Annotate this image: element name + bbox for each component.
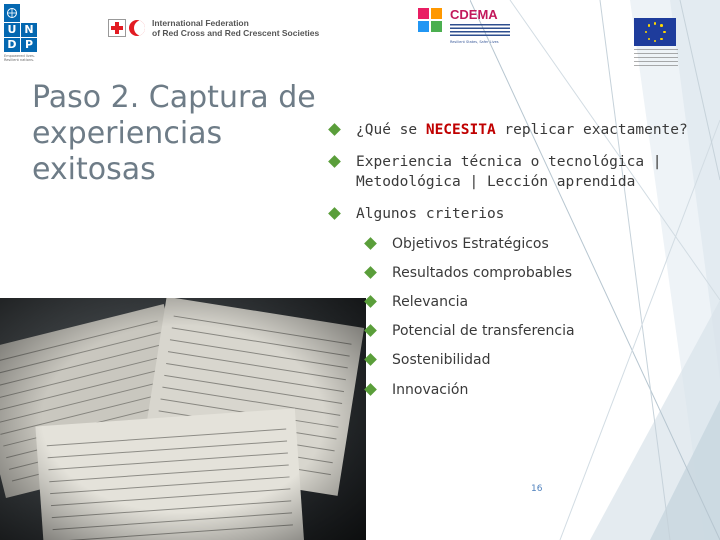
diamond-bullet-icon — [364, 237, 377, 250]
documents-photo — [0, 298, 366, 540]
undp-emblem-icon — [4, 4, 20, 22]
bullet-text-emphasis: NECESITA — [425, 122, 496, 138]
bullet-text-prefix: ¿Qué se — [356, 122, 426, 138]
diamond-bullet-icon — [328, 155, 341, 168]
ifrc-name-line1: International Federation — [152, 18, 249, 28]
diamond-bullet-icon — [364, 266, 377, 279]
bullet-text-suffix: replicar exactamente? — [495, 122, 688, 138]
cdema-tagline: Resilient States, Safer Lives — [450, 40, 499, 44]
undp-letter: N — [21, 23, 37, 37]
criteria-text: Relevancia — [392, 294, 469, 310]
diamond-bullet-icon — [364, 324, 377, 337]
eu-flag-icon — [634, 18, 676, 46]
bullet-item — [326, 120, 688, 140]
bullet-text: Algunos criterios — [356, 206, 505, 222]
diamond-bullet-icon — [328, 123, 341, 136]
criteria-text: Potencial de transferencia — [392, 323, 575, 339]
criteria-item — [362, 292, 468, 312]
undp-letter: D — [4, 38, 20, 52]
undp-letter: P — [21, 38, 37, 52]
eu-logo — [634, 18, 678, 69]
cdema-subtitle — [450, 24, 510, 38]
criteria-item — [362, 380, 468, 400]
criteria-text: Innovación — [392, 382, 469, 398]
red-crescent-icon — [129, 20, 145, 36]
criteria-text: Sostenibilidad — [392, 352, 491, 368]
ifrc-name-line2: of Red Cross and Red Crescent Societies — [152, 28, 320, 38]
criteria-item — [362, 263, 572, 283]
criteria-item — [362, 321, 575, 341]
undp-caption: Empowered lives. Resilient nations. — [4, 54, 35, 62]
eu-caption — [634, 49, 678, 69]
diamond-bullet-icon — [328, 207, 341, 220]
diamond-bullet-icon — [364, 383, 377, 396]
undp-letter: U — [4, 23, 20, 37]
criteria-item — [362, 350, 491, 370]
diamond-bullet-icon — [364, 295, 377, 308]
cdema-logo — [418, 8, 510, 44]
bullet-text-line: Metodológica | Lección aprendida — [356, 174, 636, 190]
criteria-text: Objetivos Estratégicos — [392, 236, 549, 252]
ifrc-logo — [108, 18, 319, 38]
bullet-item — [326, 204, 504, 224]
bullet-item — [326, 152, 662, 192]
diamond-bullet-icon — [364, 353, 377, 366]
slide-title: Paso 2. Captura de experiencias exitosas — [32, 80, 316, 187]
undp-logo — [4, 4, 44, 62]
red-cross-icon — [108, 19, 126, 37]
page-number: 16 — [531, 484, 543, 494]
criteria-text: Resultados comprobables — [392, 265, 572, 281]
cdema-emblem-icon — [418, 8, 446, 36]
cdema-name: CDEMA — [450, 7, 498, 22]
bullet-text-line: Experiencia técnica o tecnológica | — [356, 154, 662, 170]
criteria-item — [362, 234, 549, 254]
